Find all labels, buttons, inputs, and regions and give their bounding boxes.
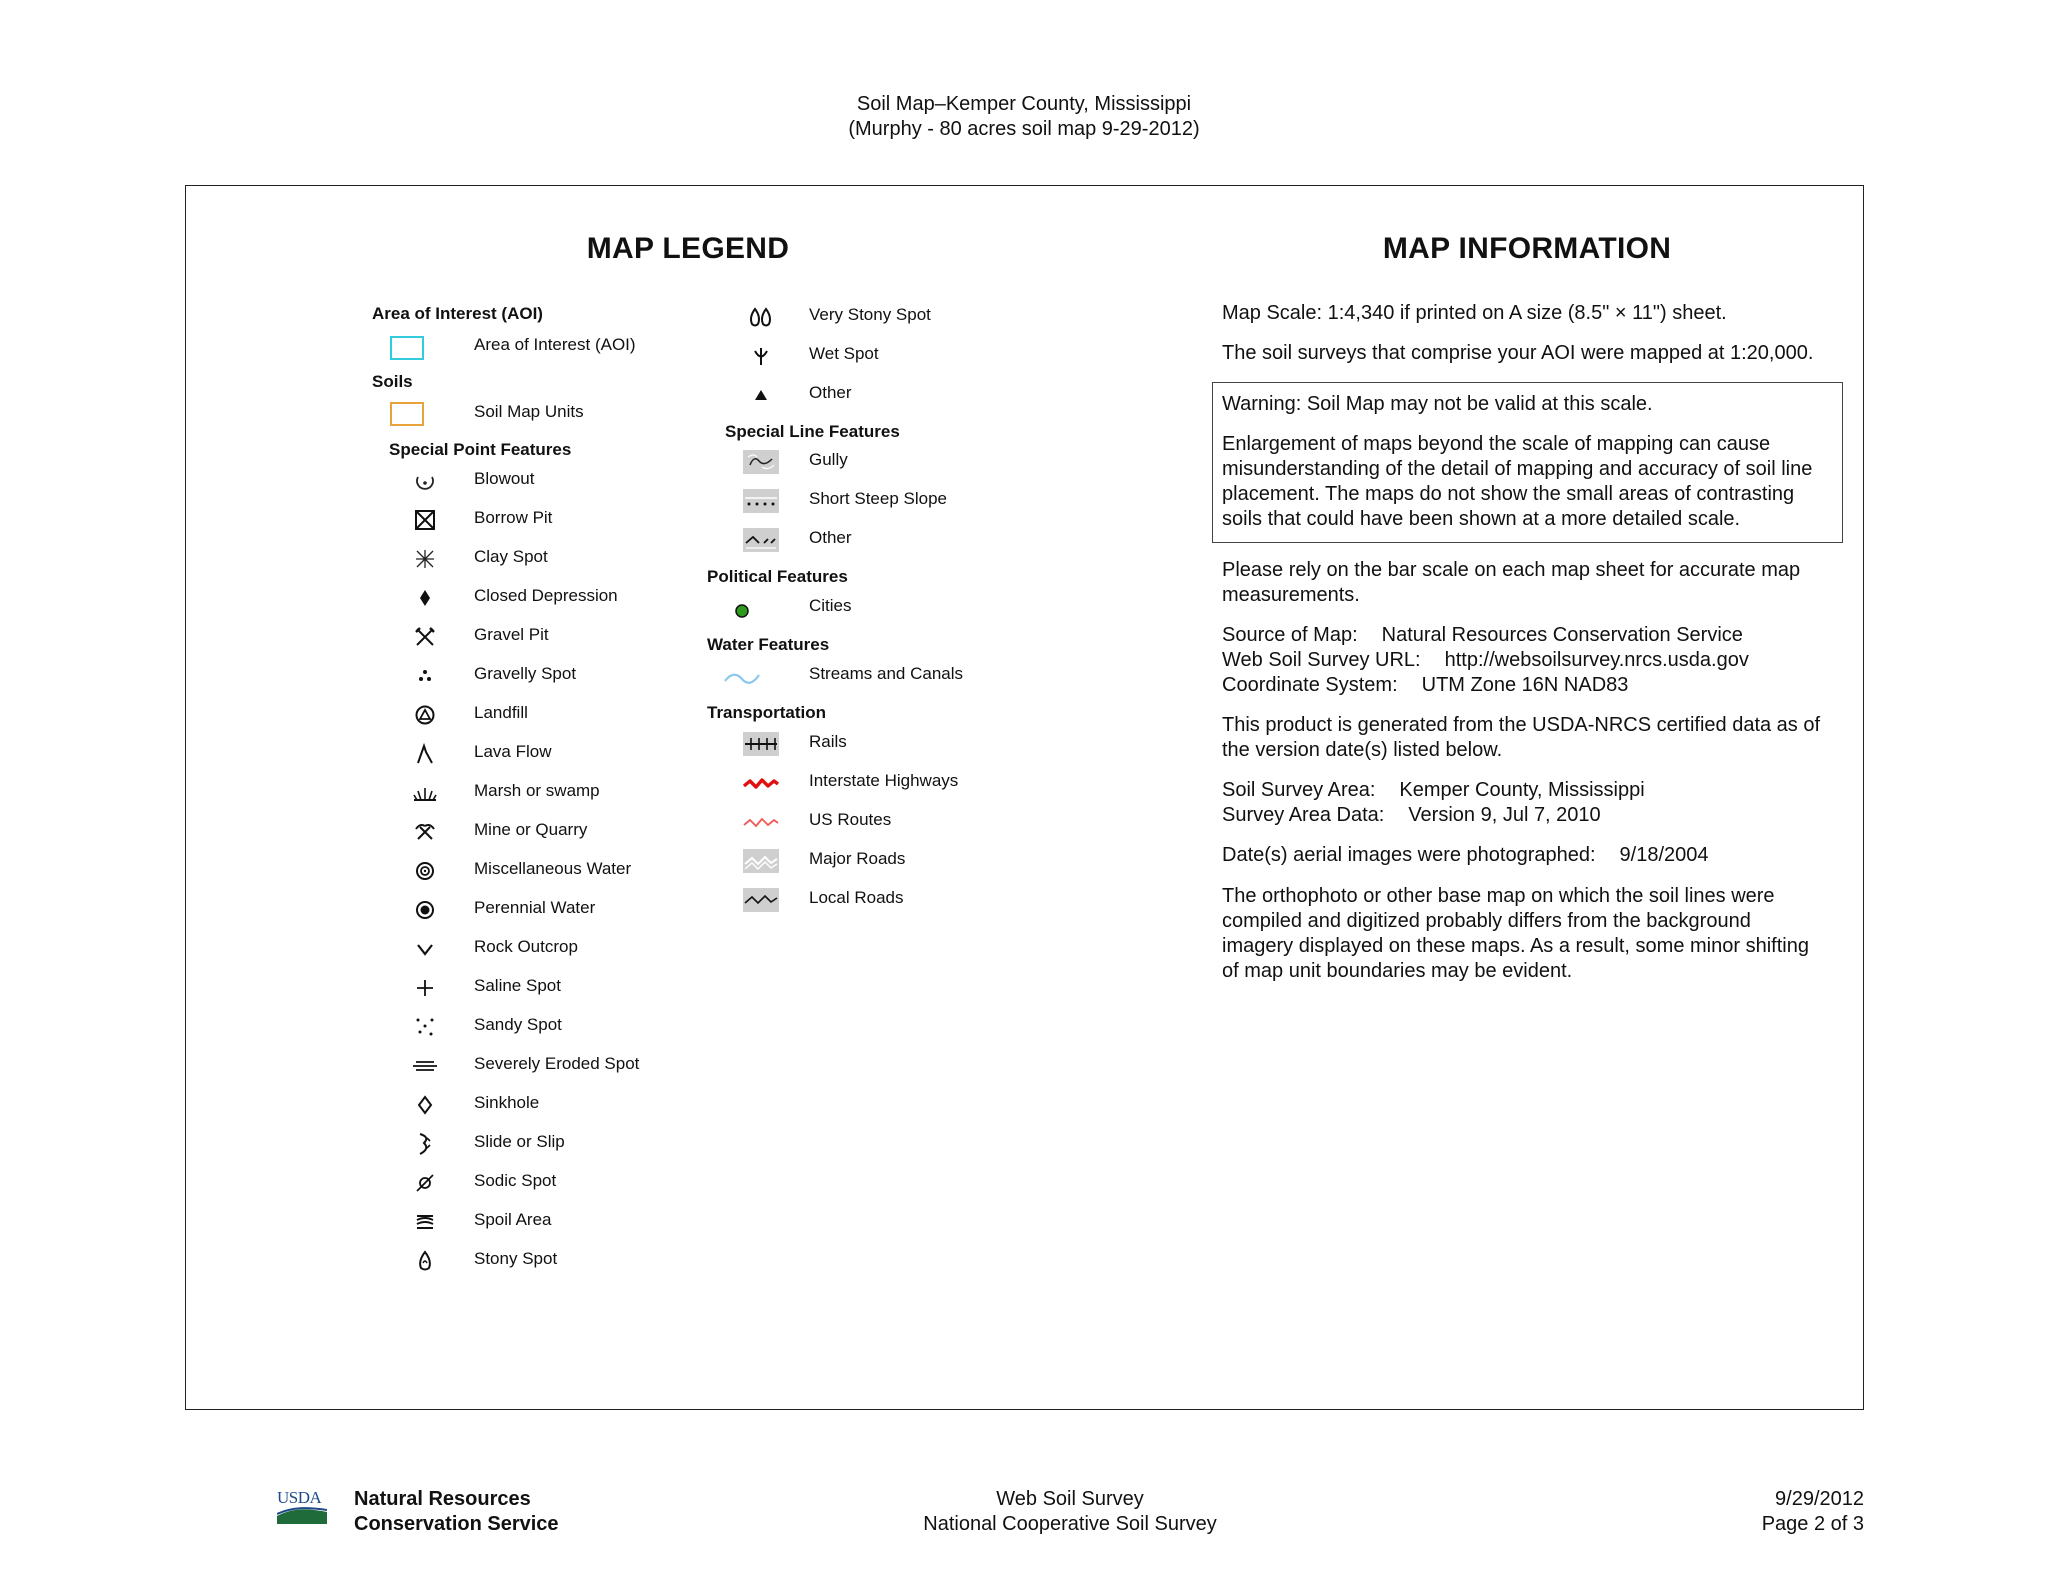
ortho-line: imagery displayed on these maps. As a result, some minor shifting	[1222, 935, 1809, 957]
wet-spot-icon	[741, 342, 781, 370]
lava-flow-icon	[405, 740, 445, 768]
streams-icon	[722, 664, 762, 692]
agency-line: Conservation Service	[354, 1513, 559, 1535]
survey-area-row	[1222, 778, 1645, 803]
legend-item-label: Gully	[809, 450, 848, 469]
generated-paragraph	[1222, 713, 1820, 763]
legend-item-label: Gravel Pit	[474, 625, 549, 644]
warning-title: Warning: Soil Map may not be valid at this scale.	[1222, 393, 1653, 415]
map-information-title: MAP INFORMATION	[1382, 232, 1672, 265]
legend-item-label: Sodic Spot	[474, 1171, 557, 1190]
map-legend-title: MAP LEGEND	[586, 232, 790, 265]
ortho-line: The orthophoto or other base map on which the soil lines were	[1222, 885, 1775, 907]
warning-line: soils that could have been shown at a more detailed scale.	[1222, 508, 1741, 530]
warning-line: misunderstanding of the detail of mapping and accuracy of soil line	[1222, 458, 1813, 480]
soil-units-swatch-icon	[387, 400, 427, 428]
legend-item-label: Borrow Pit	[474, 508, 553, 527]
legend-item-label: Other	[809, 383, 852, 402]
survey-data-value: Version 9, Jul 7, 2010	[1408, 804, 1601, 826]
legend-item-label: Very Stony Spot	[809, 305, 931, 324]
clay-spot-icon	[405, 545, 445, 573]
legend-item-label: Interstate Highways	[809, 771, 959, 790]
blowout-icon	[405, 467, 445, 495]
legend-item-label: Short Steep Slope	[809, 489, 947, 508]
sodic-spot-icon	[405, 1169, 445, 1197]
transport-section-heading: Transportation	[707, 703, 827, 722]
url-row	[1222, 648, 1749, 673]
page-title: Soil Map–Kemper County, Mississippi	[856, 93, 1192, 115]
legend-item-label: Slide or Slip	[474, 1132, 565, 1151]
us-routes-icon	[741, 808, 781, 836]
footer-center	[870, 1487, 1270, 1537]
legend-item-label: Mine or Quarry	[474, 820, 588, 839]
usda-logo-text: USDA	[277, 1488, 322, 1507]
legend-item-label: Sandy Spot	[474, 1015, 562, 1034]
gravelly-spot-icon	[405, 662, 445, 690]
coord-row	[1222, 673, 1749, 698]
marsh-icon	[405, 779, 445, 807]
closed-depression-icon	[405, 584, 445, 612]
legend-item-label: Rails	[809, 732, 847, 751]
legend-item-label: Major Roads	[809, 849, 906, 868]
rails-icon	[741, 730, 781, 758]
severely-eroded-icon	[405, 1052, 445, 1080]
perennial-water-icon	[405, 896, 445, 924]
aerial-label: Date(s) aerial images were photographed:	[1222, 844, 1596, 866]
misc-water-icon	[405, 857, 445, 885]
borrow-pit-icon	[405, 506, 445, 534]
legend-item-label: Rock Outcrop	[474, 937, 578, 956]
saline-spot-icon	[405, 974, 445, 1002]
interstate-icon	[741, 769, 781, 797]
map-scale-text: Map Scale: 1:4,340 if printed on A size (8.5" × 11") sheet.	[1222, 302, 1727, 324]
warning-paragraph	[1222, 432, 1812, 532]
political-section-heading: Political Features	[707, 567, 848, 586]
legend-item-label: Perennial Water	[474, 898, 596, 917]
generated-line: This product is generated from the USDA-NRCS certified data as of	[1222, 714, 1821, 736]
source-row	[1222, 623, 1749, 648]
aoi-swatch-icon	[387, 334, 427, 362]
legend-item-label: Marsh or swamp	[474, 781, 600, 800]
short-steep-slope-icon	[741, 487, 781, 515]
ortho-line: compiled and digitized probably differs from the background	[1222, 910, 1751, 932]
page-subtitle: (Murphy - 80 acres soil map 9-29-2012)	[848, 118, 1200, 140]
stony-spot-icon	[405, 1247, 445, 1275]
special-line-section-heading: Special Line Features	[725, 422, 900, 441]
spoil-area-icon	[405, 1208, 445, 1236]
aerial-value: 9/18/2004	[1619, 844, 1709, 866]
usda-logo	[277, 1489, 327, 1525]
legend-item-label: Other	[809, 528, 852, 547]
legend-item-label: Saline Spot	[474, 976, 561, 995]
url-value[interactable]: http://websoilsurvey.nrcs.usda.gov	[1444, 649, 1749, 671]
rely-line: measurements.	[1222, 584, 1360, 606]
legend-item-label: Wet Spot	[809, 344, 879, 363]
local-roads-icon	[741, 886, 781, 914]
source-block	[1222, 623, 1749, 698]
water-section-heading: Water Features	[707, 635, 830, 654]
legend-item-label: US Routes	[809, 810, 892, 829]
cities-icon	[722, 597, 762, 625]
legend-item-label: Landfill	[474, 703, 528, 722]
legend-item-label: Gravelly Spot	[474, 664, 577, 683]
soils-section-heading: Soils	[372, 372, 413, 391]
sandy-spot-icon	[405, 1013, 445, 1041]
legend-item-label: Local Roads	[809, 888, 904, 907]
generated-line: the version date(s) listed below.	[1222, 739, 1503, 761]
ncss-text: National Cooperative Soil Survey	[923, 1513, 1217, 1535]
landfill-icon	[405, 701, 445, 729]
legend-item-label: Severely Eroded Spot	[474, 1054, 640, 1073]
very-stony-spot-icon	[741, 303, 781, 331]
source-value: Natural Resources Conservation Service	[1381, 624, 1743, 646]
survey-data-row	[1222, 803, 1645, 828]
mine-quarry-icon	[405, 818, 445, 846]
gravel-pit-icon	[405, 623, 445, 651]
mapped-at-text: The soil surveys that comprise your AOI were mapped at 1:20,000.	[1222, 342, 1814, 364]
special-point-section-heading: Special Point Features	[389, 440, 572, 459]
rely-paragraph	[1222, 558, 1800, 608]
legend-item-label: Miscellaneous Water	[474, 859, 632, 878]
footer-right	[1564, 1487, 1864, 1537]
legend-item-label: Lava Flow	[474, 742, 552, 761]
agency-name	[354, 1487, 559, 1537]
usda-logo-hills-icon	[277, 1506, 327, 1524]
web-soil-survey-text: Web Soil Survey	[996, 1488, 1144, 1510]
aerial-row	[1222, 843, 1709, 868]
streams-label: Streams and Canals	[809, 664, 964, 683]
page-number: Page 2 of 3	[1761, 1513, 1864, 1535]
aoi-item-label: Area of Interest (AOI)	[474, 335, 636, 354]
gully-icon	[741, 448, 781, 476]
aoi-section-heading: Area of Interest (AOI)	[372, 304, 543, 323]
warning-line: Enlargement of maps beyond the scale of mapping can cause	[1222, 433, 1771, 455]
legend-item-label: Blowout	[474, 469, 535, 488]
legend-item-label: Clay Spot	[474, 547, 548, 566]
warning-line: placement. The maps do not show the small areas of contrasting	[1222, 483, 1795, 505]
coord-label: Coordinate System:	[1222, 674, 1398, 696]
footer-date: 9/29/2012	[1775, 1488, 1864, 1510]
source-label: Source of Map:	[1222, 624, 1358, 646]
survey-data-label: Survey Area Data:	[1222, 804, 1385, 826]
soil-units-label: Soil Map Units	[474, 402, 584, 421]
legend-item-label: Closed Depression	[474, 586, 618, 605]
sinkhole-icon	[405, 1091, 445, 1119]
other-line-icon	[741, 526, 781, 554]
legend-item-label: Spoil Area	[474, 1210, 552, 1229]
agency-line: Natural Resources	[354, 1488, 531, 1510]
survey-area-label: Soil Survey Area:	[1222, 779, 1376, 801]
url-label: Web Soil Survey URL:	[1222, 649, 1421, 671]
cities-label: Cities	[809, 596, 852, 615]
survey-area-value: Kemper County, Mississippi	[1399, 779, 1645, 801]
ortho-line: of map unit boundaries may be evident.	[1222, 960, 1573, 982]
ortho-paragraph	[1222, 884, 1809, 984]
rely-line: Please rely on the bar scale on each map sheet for accurate map	[1222, 559, 1801, 581]
major-roads-icon	[741, 847, 781, 875]
other-point-icon	[741, 381, 781, 409]
survey-block	[1222, 778, 1645, 828]
legend-item-label: Stony Spot	[474, 1249, 558, 1268]
slide-slip-icon	[405, 1130, 445, 1158]
coord-value: UTM Zone 16N NAD83	[1421, 674, 1629, 696]
legend-item-label: Sinkhole	[474, 1093, 540, 1112]
rock-outcrop-icon	[405, 935, 445, 963]
